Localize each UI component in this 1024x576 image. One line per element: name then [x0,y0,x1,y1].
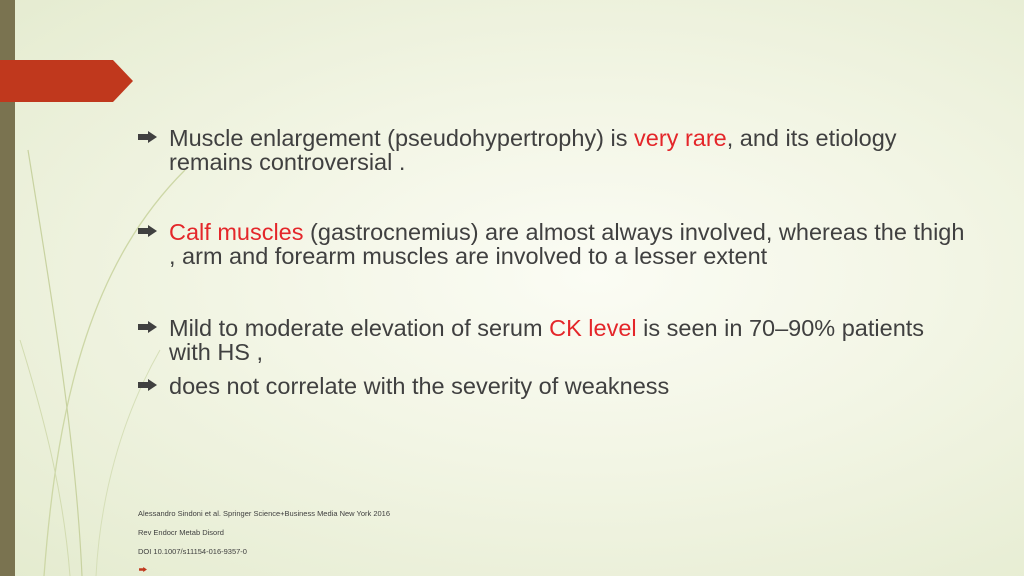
bullet-pseudohypertrophy [138,126,968,174]
bullet-arrow-icon [138,379,157,391]
bullet-list [138,126,968,398]
reference-block [138,509,390,566]
bullet-arrow-icon [138,131,157,143]
bullet-weakness-correlation [138,374,968,398]
bullet-text: Mild to moderate elevation of serum [169,315,550,341]
accent-tab [0,60,133,102]
bullet-ck-level [138,316,968,364]
reference-authors: Alessandro Sindoni et al. Springer Science+Business Media New York 2016 [138,509,391,518]
reference-doi: DOI 10.1007/s11154-016-9357-0 [138,547,247,556]
highlight-text: Calf muscles [169,219,304,245]
reference-journal: Rev Endocr Metab Disord [138,528,224,537]
bullet-text: does not correlate with the severity of weakness [169,373,670,399]
bullet-text: Muscle enlargement (pseudohypertrophy) is [169,125,635,151]
bullet-calf-muscles [138,220,968,268]
bullet-arrow-icon [138,321,157,333]
small-bullet-arrow-icon [139,567,147,572]
bullet-text: , and its etiology remains controversial . [169,125,897,175]
highlight-text: CK level [549,315,637,341]
bullet-arrow-icon [138,225,157,237]
bullet-text: is seen in 70–90% patients with HS , [169,315,925,365]
bullet-text: (gastrocnemius) are almost always involved, whereas the thigh , arm and forearm muscles are involved to a lesser extent [169,219,965,269]
highlight-text: very rare [634,125,727,151]
